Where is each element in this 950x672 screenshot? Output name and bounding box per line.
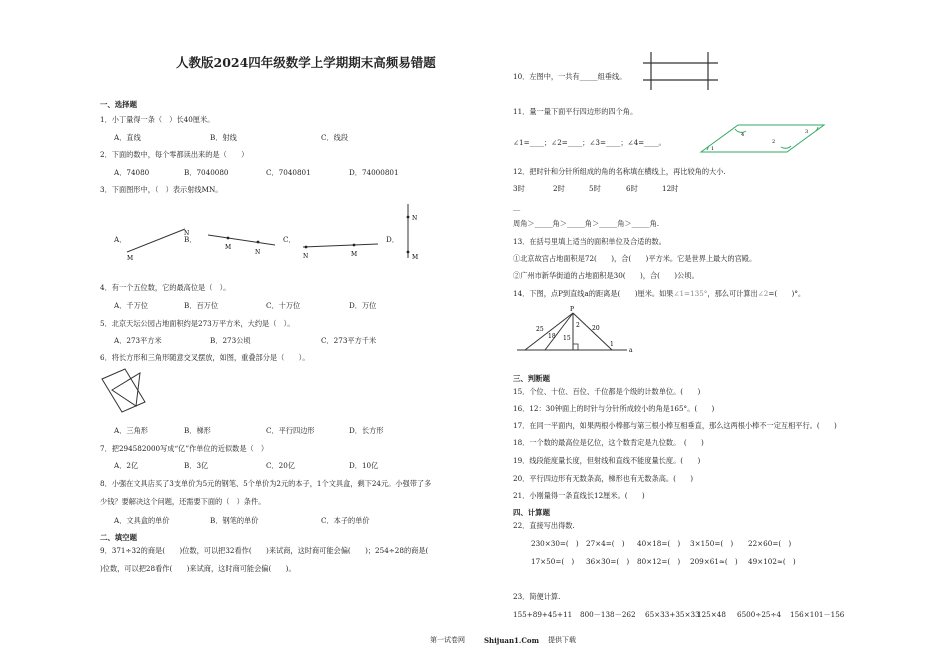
ray-a-line [127,229,185,252]
footer-page: 第一试卷网 [430,636,465,644]
ray-a-label-n: N [184,230,190,237]
q12-time-2: 2时 [553,184,565,193]
q23-item1: 155+89+45+11 [513,610,573,619]
ray-b-point-m [227,237,230,240]
angle-label-2: 2 [772,139,776,145]
question-18: 18．一个数的最高位是亿位，这个数肯定是九位数。 ( ) [513,438,704,447]
ray-d-label-m: M [412,254,419,261]
q22-row1-item1: 230×30=( ) [531,539,579,548]
height-15-label: 15 [563,335,571,342]
q2-option-b: B．7040080 [184,168,229,177]
section-judge-heading: 三、判断题 [513,374,550,383]
ray-c-point-m [353,244,356,247]
angle-label-4: 4 [741,132,745,138]
angle-1-label: 1 [610,341,614,348]
point-p-label: P [570,306,575,313]
q3-option-d: D． [386,235,399,244]
q7-option-b: B．3亿 [184,461,209,470]
question-17: 17．在同一平面内，如果两根小棒都与第三根小棒互相垂直，那么这两根小棒不一定互相平行。( ) [513,421,837,430]
section-fill-heading: 二、填空题 [100,533,137,542]
question-15: 15．个位、十位、百位、千位都是个级的计数单位。( ) [513,387,701,396]
q23-item5: 6500÷25÷4 [737,610,782,619]
question-8-line-2: 少钱？要解决这个问题，还需要下面的（ ）条件。 [100,497,266,506]
q12-time-12: 12时 [662,184,679,193]
question-1: 1．小丁量得一条（ ）长40厘米。 [100,115,215,124]
q7-option-c: C．20亿 [266,461,296,470]
q2-option-d: D．74000801 [349,168,399,177]
q6-overlap-figure [102,369,145,412]
q8-option-c: C．本子的单价 [321,516,370,525]
question-3: 3．下面图形中，（ ）表示射线MN。 [100,185,223,194]
q3-option-c: C． [283,235,296,244]
q22-row2-item3: 80×12=( ) [637,557,681,566]
question-11: 11．量一量下面平行四边形的四个角。 [513,107,638,116]
q1-option-a: A．直线 [114,133,141,142]
side-20-label: 20 [592,325,600,332]
q12-time-3: 3时 [513,184,525,193]
q23-item3: 65×33+35×33 [645,610,700,619]
q23-item4: 125×48 [697,610,726,619]
angle-label-3: 3 [805,129,809,135]
question-12: 12．把时针和分针所组成的角的名称填在横线上，再比较角的大小. [513,167,726,176]
question-23: 23．简便计算. [513,592,561,601]
q4-option-b: B．百万位 [184,301,219,310]
q13-item-1: ①北京故宫占地面积是72( )，合( )平方米。它是世界上最大的宫殿。 [513,254,757,263]
ray-b-line [208,235,275,245]
question-22: 22．直接写出得数. [513,521,575,530]
question-8-line-1: 8．小强在文具店买了3支单价为5元的钢笔、5个单价为2元的本子，1个文具盒，剩下24元。小强带了多 [100,479,432,488]
q14-triangle-figure [517,306,633,354]
q13-item-2: ②广州市新华街道的占地面积是30( )，合( )公顷。 [513,271,699,280]
q3-option-b: B． [184,235,197,244]
question-19: 19．线段能度量长度，但射线和直线不能度量长度。( ) [513,456,701,465]
q5-option-c: C．273平方千米 [321,336,377,345]
q12-angle-order: 周角＞_____角＞_____角＞_____角＞_____角. [513,219,660,228]
ray-b-label-n: N [255,249,261,256]
q11-parallelogram-figure [701,125,824,152]
question-16: 16．12：30钟面上的时针与分针所成较小的角是165°。( ) [513,404,715,413]
q22-row2-item4: 209×61≈( ) [690,557,738,566]
q23-item2: 800－138－262 [580,610,636,619]
ray-c-line [303,244,378,247]
q8-option-a: A．文具盒的单价 [114,516,170,525]
question-21: 21．小刚量得一条直线长12厘米。( ) [513,491,645,500]
ray-c-label-n: N [303,253,309,260]
q7-option-a: A．2亿 [114,461,139,470]
q8-option-b: B．钢笔的单价 [210,516,259,525]
question-9-line-2: )位数，可以把28看作( )来试商，这时商可能会偏( )。 [100,564,296,573]
q4-option-d: D．万位 [349,301,377,310]
q22-row1-item2: 27×4=( ) [586,539,625,548]
side-18-label: 18 [548,333,556,340]
q5-option-a: A．273平方米 [114,336,162,345]
ray-b-label-m: M [225,244,232,251]
ray-a-label-m: M [127,255,134,262]
question-5: 5．北京天坛公园占地面积约是273万平方米，大约是（ ）。 [100,319,295,328]
q11-angle-blanks: ∠1=____；∠2=____；∠3=____；∠4=____。 [513,138,666,147]
q14-text-e: =( )°。 [768,289,806,298]
angle-2-label: 2 [576,322,580,329]
q2-option-a: A．74080 [114,168,150,177]
question-6: 6．将长方形和三角形随意交叉摆放，如图，重叠部分是（ ）。 [100,353,310,362]
q14-angle1: ∠1=135° [673,289,708,298]
q12-dash: __ [513,202,521,211]
q22-row2-item2: 36×30=( ) [586,557,630,566]
line-a-label: a [629,347,633,354]
footer-site: Shijuan1.Com [484,636,540,645]
q14-text-c: ，那么可计算出 [707,289,758,298]
q2-option-c: C．7040801 [266,168,311,177]
page-title: 人教版2024四年级数学上学期期末高频易错题 [176,55,436,70]
question-4: 4．有一个五位数，它的最高位是（ ）。 [100,283,231,292]
side-25-label: 25 [536,326,544,333]
q22-row1-item5: 22×60=( ) [748,539,792,548]
q1-option-b: B．射线 [210,133,237,142]
angle-label-1: 1 [711,146,715,152]
q12-time-6: 6时 [626,184,638,193]
q23-item6: 156×101－156 [790,610,845,619]
question-9-line-1: 9．371÷32的商是( )位数，可以把32看作( )来试商，这时商可能会偏( )；254÷28的商是( [100,546,429,555]
q10-perpendicular-figure [643,52,718,90]
ray-c-label-m: M [351,251,358,258]
section-calc-heading: 四、计算题 [513,508,550,517]
question-13: 13．在括号里填上适当的面积单位及合适的数。 [513,237,666,246]
q22-row1-item4: 3×150=( ) [690,539,734,548]
question-7: 7．把294582000写成“亿”作单位的近似数是（ ） [100,444,269,453]
q4-option-a: A．千万位 [114,301,148,310]
q6-option-b: B．梯形 [184,426,211,435]
q22-row1-item3: 40×18=( ) [637,539,681,548]
ray-d-point-n [407,216,410,219]
question-20: 20．平行四边形有无数条高，梯形也有无数条高。( ) [513,474,694,483]
q6-option-d: D．长方形 [349,426,384,435]
section-choice-heading: 一、选择题 [100,100,137,109]
question-2: 2．下面的数中，每个零都读出来的是（ ） [100,150,249,159]
ray-d-label-n: N [412,215,418,222]
q5-option-b: B．273公顷 [210,336,251,345]
ray-d-point-m [407,251,410,254]
q7-option-d: D．10亿 [349,461,379,470]
question-10: 10．左图中，一共有_____组垂线。 [513,72,627,81]
q14-text-a: 14．下图，点P到直线a的距离是( )厘米。如果 [513,289,674,298]
q1-option-c: C．线段 [321,133,349,142]
ray-b-point-n [257,241,260,244]
q6-option-c: C．平行四边形 [266,426,315,435]
q22-row2-item1: 17×50=( ) [531,557,575,566]
q4-option-c: C．十万位 [266,301,301,310]
q22-row2-item5: 49×102≈( ) [748,557,796,566]
ray-c-point-n [305,246,308,249]
q3-option-a: A． [114,235,127,244]
q14-angle2: ∠2 [757,289,769,298]
q12-time-5: 5时 [589,184,601,193]
footer-note: 提供下载 [548,636,576,644]
q6-option-a: A．三角形 [114,426,148,435]
question-14 [513,289,805,298]
